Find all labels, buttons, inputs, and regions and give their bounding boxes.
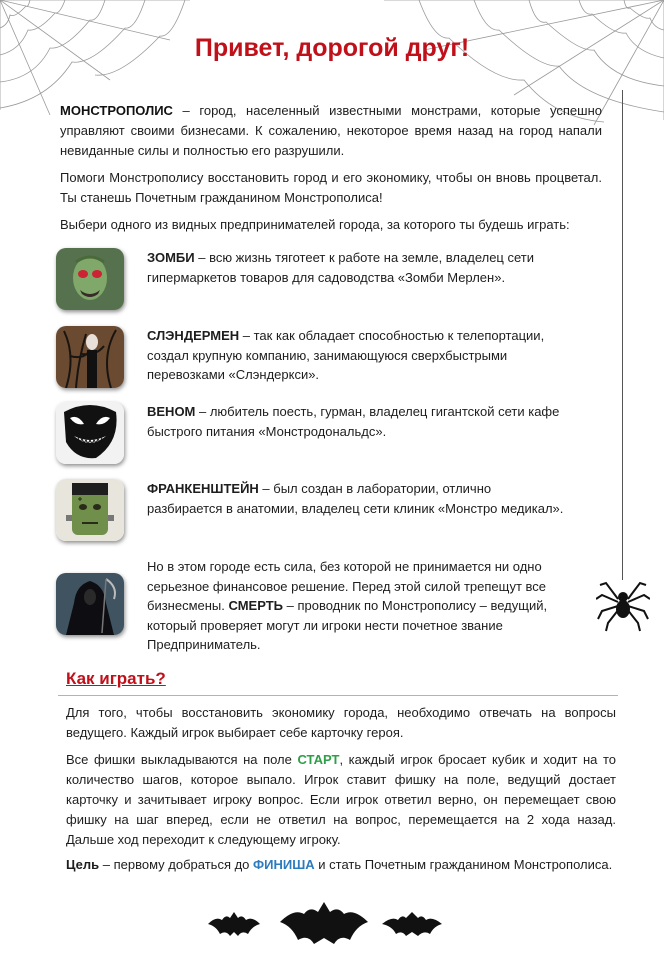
choose-hero-prompt: Выбери одного из видных предпринимателей города, за которого ты будешь играть: [60, 217, 570, 232]
how-to-play-heading: Как играть? [66, 669, 166, 688]
death-portrait-icon [56, 573, 124, 635]
death-text: Но в этом городе есть сила, без которой не принимается ни одно серьезное финансовое решение. Перед этой силой трепещут все бизнесмены. СМЕРТЬ – проводник по Монстрополису – ведущий, который проверяет могут ли игроки нести почетное звание Предприниматель. [147, 559, 548, 652]
rules-paragraph-2: Все фишки выкладываются на поле СТАРТ, каждый игрок бросает кубик и ходит на то количество шагов, которое выпало. Игрок ставит фишку на поле, ведущий достает карточку и зачитывает игроку вопрос. Если игрок ответил верно, он перемещает свою фишку на шаг вперед, если не ответил на вопрос, перемещается на 2 хода назад. Дальше ход переходит к следующему игроку. [66, 752, 616, 847]
help-paragraph: Помоги Монстрополису восстановить город и его экономику, чтобы он вновь процветал. Ты станешь Почетным гражданином Монстрополиса! [60, 170, 602, 205]
intro-paragraph: МОНСТРОПОЛИС – город, населенный известными монстрами, которые успешно управляют своими бизнесами. К сожалению, некоторое время назад на город напали невиданные силы и полностью его разрушили. [60, 103, 602, 158]
rules-paragraph-1: Для того, чтобы восстановить экономику города, необходимо отвечать на вопросы ведущего. Каждый игрок выбирает себе карточку героя. [66, 705, 616, 740]
city-name: МОНСТРОПОЛИС [60, 103, 173, 118]
start-label: СТАРТ [297, 752, 340, 767]
zombie-portrait-icon [56, 248, 124, 310]
page-title: Привет, дорогой друг! [194, 34, 470, 62]
hero-frankenstein-text: ФРАНКЕНШТЕЙН – был создан в лаборатории, отлично разбирается в анатомии, владелец сети клиник «Монстро медикал». [147, 481, 564, 516]
hero-zombie-text: ЗОМБИ – всю жизнь тяготеет к работе на земле, владелец сети гипермаркетов товаров для садоводства «Зомби Мерлен». [147, 250, 534, 285]
hero-zombie-name: ЗОМБИ [147, 250, 195, 265]
hero-venom-name: ВЕНОМ [147, 404, 196, 419]
venom-portrait-icon [56, 402, 124, 464]
goal-label: Цель [66, 857, 100, 872]
spider-thread [622, 90, 623, 580]
hero-slenderman-text: СЛЭНДЕРМЕН – так как обладает способностью к телепортации, создал крупную компанию, занимающуюся сверхбыстрыми перевозками «Слэндеркси». [147, 328, 545, 382]
hero-slenderman-name: СЛЭНДЕРМЕН [147, 328, 240, 343]
spider-icon [596, 575, 650, 635]
frankenstein-portrait-icon [56, 479, 124, 541]
bats-decoration-icon [208, 902, 468, 958]
hero-venom-text: ВЕНОМ – любитель поесть, гурман, владелец гигантской сети кафе быстрого питания «Монстродональдс». [147, 404, 560, 439]
finish-label: ФИНИША [253, 857, 315, 872]
goal-paragraph: Цель – первому добраться до ФИНИША и стать Почетным гражданином Монстрополиса. [66, 857, 613, 872]
host-death-name: СМЕРТЬ [228, 598, 284, 613]
hero-frankenstein-name: ФРАНКЕНШТЕЙН [147, 481, 259, 496]
heading-divider [58, 695, 618, 696]
slenderman-portrait-icon [56, 326, 124, 388]
